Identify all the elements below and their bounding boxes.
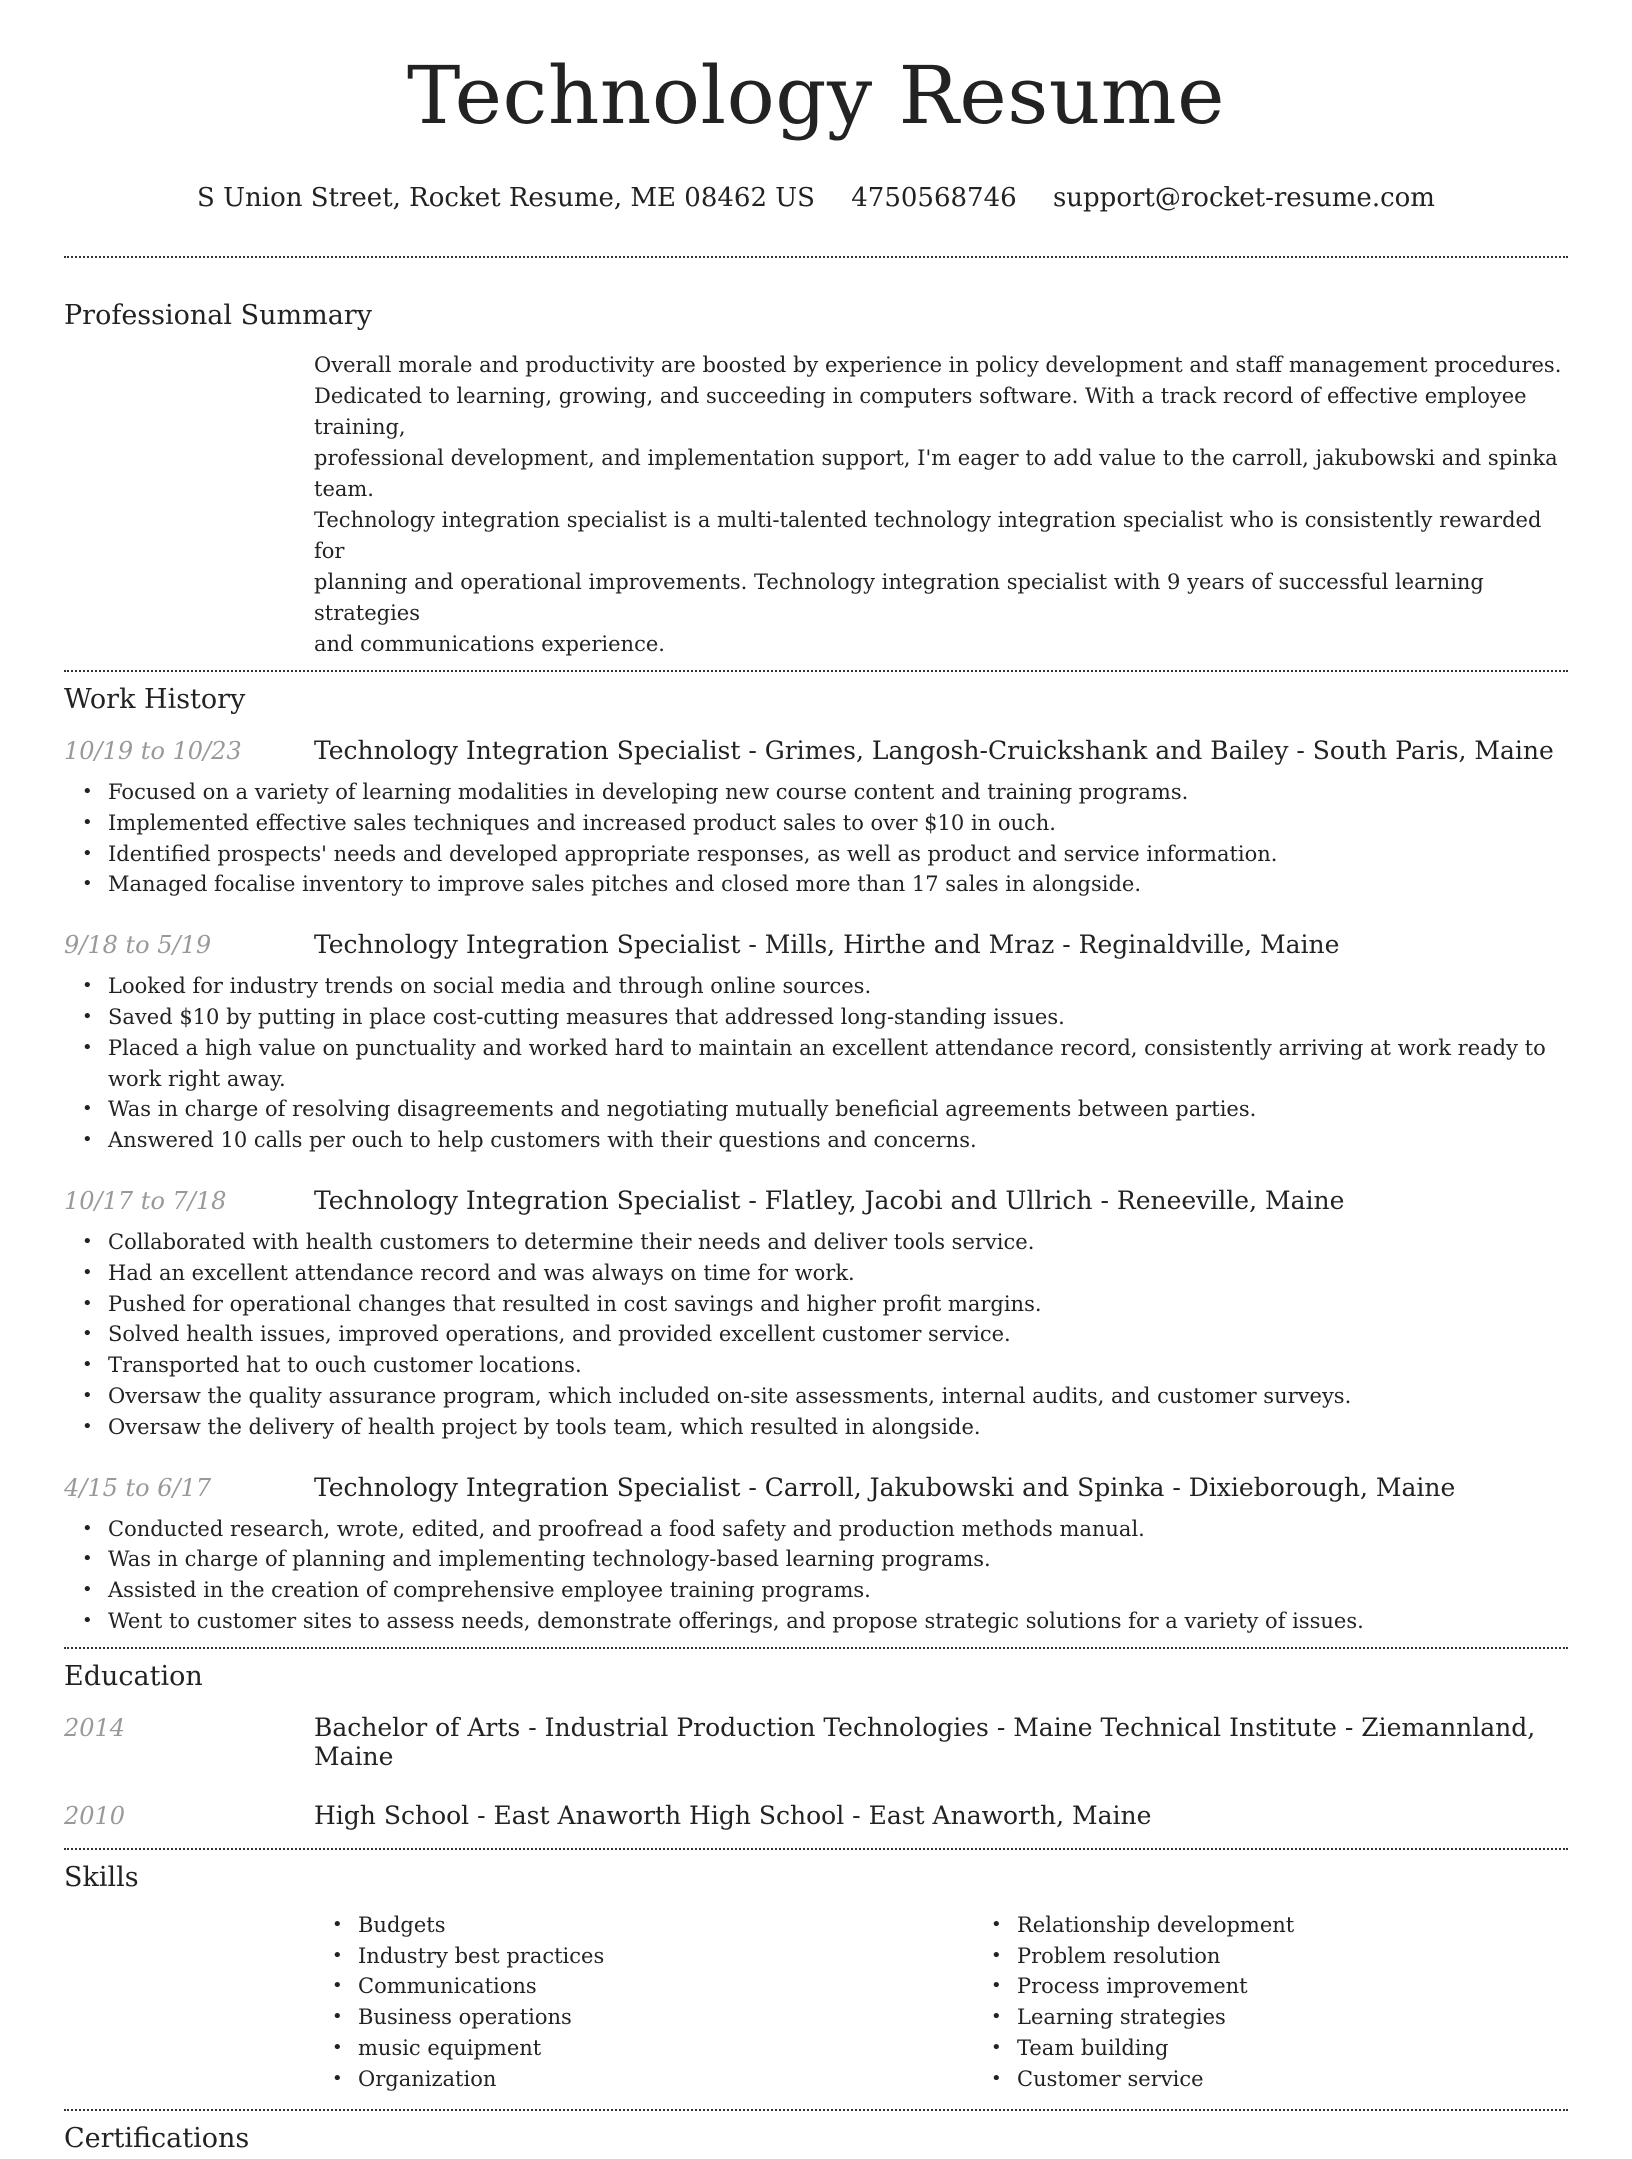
resume-title: Technology Resume (407, 49, 1225, 142)
list-item: • Transported hat to ouch customer locations. (108, 1350, 1568, 1381)
address: S Union Street, Rocket Resume, ME 08462 US (197, 183, 815, 213)
divider (64, 1848, 1568, 1850)
skills-list-left (314, 1910, 973, 2095)
summary-text (314, 350, 1568, 660)
job-bullets (64, 1514, 1568, 1637)
education-text: High School - East Anaworth High School - East Anaworth, Maine (314, 1800, 1152, 1830)
list-item: • Went to customer sites to assess needs, demonstrate offerings, and propose strategic solutions for a variety of issues. (108, 1606, 1568, 1637)
job-title: Technology Integration Specialist - Flatley, Jacobi and Ullrich - Reneeville, Maine (314, 1185, 1345, 1215)
skill-item: • Organization (358, 2064, 973, 2095)
job-entry (64, 1473, 1568, 1637)
list-item: • Implemented effective sales techniques and increased product sales to over $10 in ouch. (108, 808, 1568, 839)
section-title-skills: Skills (64, 1861, 139, 1893)
summary-block (314, 350, 1568, 660)
resume-page (64, 0, 1568, 2159)
summary-line: Dedicated to learning, growing, and succeeding in computers software. With a track record of effective employee training, (314, 384, 1527, 439)
skill-item: • Learning strategies (1017, 2002, 1632, 2033)
list-item: • Answered 10 calls per ouch to help customers with their questions and concerns. (108, 1125, 1568, 1156)
list-item: • Collaborated with health customers to determine their needs and deliver tools service. (108, 1227, 1568, 1258)
email: support@rocket-resume.com (1052, 183, 1435, 213)
education-year: 2010 (64, 1801, 126, 1830)
section-title-certifications: Certifications (64, 2122, 250, 2154)
list-item: • Identified prospects' needs and developed appropriate responses, as well as product and service information. (108, 839, 1568, 870)
contact-line (64, 180, 1568, 216)
list-item: • Conducted research, wrote, edited, and proofread a food safety and production methods manual. (108, 1514, 1568, 1545)
job-bullets (64, 777, 1568, 900)
divider (64, 2109, 1568, 2111)
job-title: Technology Integration Specialist - Mills, Hirthe and Mraz - Reginaldville, Maine (314, 930, 1340, 960)
skill-item: • Communications (358, 1971, 973, 2002)
summary-line: professional development, and implementation support, I'm eager to add value to the carroll, jakubowski and spinka team. (314, 446, 1558, 501)
list-item: • Was in charge of planning and implementing technology-based learning programs. (108, 1544, 1568, 1575)
list-item: • Pushed for operational changes that resulted in cost savings and higher profit margins. (108, 1289, 1568, 1320)
job-dates: 10/17 to 7/18 (64, 1186, 227, 1215)
summary-line: Overall morale and productivity are boosted by experience in policy development and staff management procedures. (314, 353, 1562, 377)
skills-columns (314, 1910, 1568, 2095)
skill-item: • Business operations (358, 2002, 973, 2033)
list-item: • Managed focalise inventory to improve sales pitches and closed more than 17 sales in alongside. (108, 869, 1568, 900)
skill-item: • music equipment (358, 2033, 973, 2064)
list-item: • Oversaw the delivery of health project by tools team, which resulted in alongside. (108, 1412, 1568, 1443)
skill-item: • Relationship development (1017, 1910, 1632, 1941)
job-header (64, 1473, 1568, 1502)
education-year: 2014 (64, 1713, 126, 1742)
list-item: • Looked for industry trends on social media and through online sources. (108, 971, 1568, 1002)
phone: 4750568746 (851, 183, 1017, 213)
list-item: • Had an excellent attendance record and was always on time for work. (108, 1258, 1568, 1289)
skill-item: • Problem resolution (1017, 1941, 1632, 1972)
job-title: Technology Integration Specialist - Carroll, Jakubowski and Spinka - Dixieborough, Maine (314, 1472, 1456, 1502)
job-header (64, 930, 1568, 959)
job-dates: 4/15 to 6/17 (64, 1473, 212, 1502)
divider (64, 1647, 1568, 1649)
summary-line: and communications experience. (314, 632, 665, 656)
list-item: • Was in charge of resolving disagreements and negotiating mutually beneficial agreements between parties. (108, 1094, 1568, 1125)
summary-line: Technology integration specialist is a multi-talented technology integration specialist who is consistently rewarded for (314, 508, 1542, 563)
job-header (64, 736, 1568, 765)
skill-item: • Industry best practices (358, 1941, 973, 1972)
list-item: • Oversaw the quality assurance program, which included on-site assessments, internal audits, and customer surveys. (108, 1381, 1568, 1412)
skill-item: • Process improvement (1017, 1971, 1632, 2002)
skills-list-right (973, 1910, 1632, 2095)
list-item: • Saved $10 by putting in place cost-cutting measures that addressed long-standing issues. (108, 1002, 1568, 1033)
skill-item: • Customer service (1017, 2064, 1632, 2095)
job-bullets (64, 971, 1568, 1156)
summary-line: planning and operational improvements. Technology integration specialist with 9 years of successful learning strategies (314, 570, 1484, 625)
education-entry (64, 1713, 1568, 1771)
job-entry (64, 736, 1568, 900)
list-item: • Focused on a variety of learning modalities in developing new course content and training programs. (108, 777, 1568, 808)
list-item: • Solved health issues, improved operations, and provided excellent customer service. (108, 1319, 1568, 1350)
list-item: • Placed a high value on punctuality and worked hard to maintain an excellent attendance record, consistently arriving at work ready to work right away. (108, 1033, 1568, 1095)
job-header (64, 1186, 1568, 1215)
section-title-summary: Professional Summary (64, 300, 372, 331)
divider (64, 256, 1568, 258)
divider (64, 670, 1568, 672)
job-entry (64, 930, 1568, 1156)
job-dates: 9/18 to 5/19 (64, 931, 212, 960)
job-entry (64, 1186, 1568, 1443)
skill-item: • Team building (1017, 2033, 1632, 2064)
section-title-education: Education (64, 1660, 203, 1692)
section-title-work: Work History (64, 684, 246, 715)
list-item: • Assisted in the creation of comprehensive employee training programs. (108, 1575, 1568, 1606)
job-title: Technology Integration Specialist - Grimes, Langosh-Cruickshank and Bailey - South Paris, Maine (314, 736, 1554, 765)
job-bullets (64, 1227, 1568, 1443)
job-dates: 10/19 to 10/23 (64, 737, 242, 765)
skill-item: • Budgets (358, 1910, 973, 1941)
education-text: Bachelor of Arts - Industrial Production Technologies - Maine Technical Institute - Ziemannland, Maine (314, 1712, 1536, 1771)
education-entry (64, 1801, 1568, 1830)
